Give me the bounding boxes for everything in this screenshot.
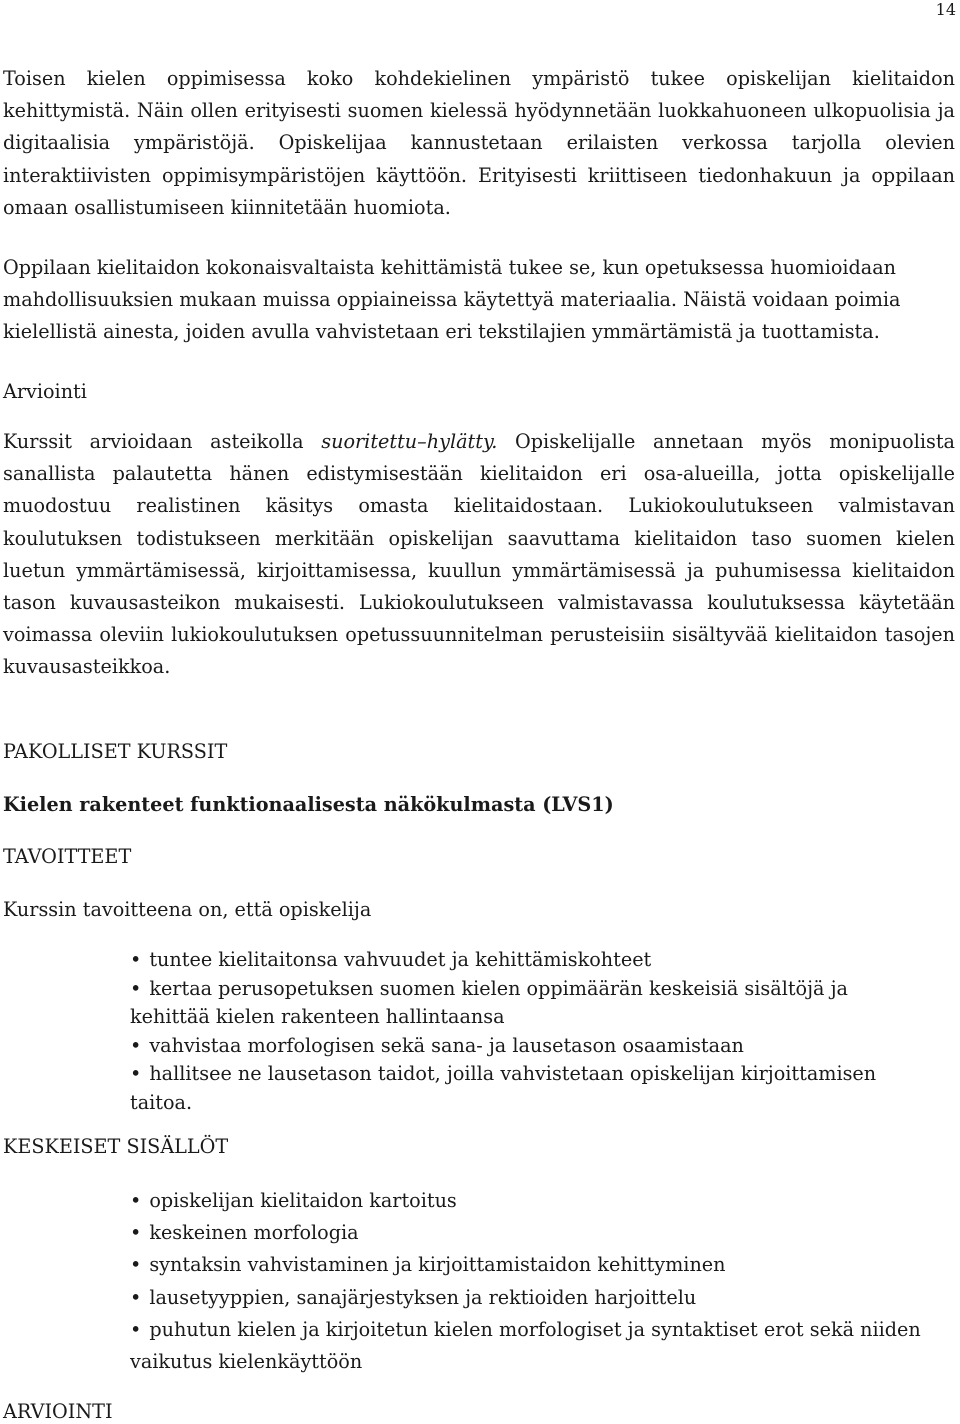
paragraph-assessment (3, 426, 955, 684)
list-item: • opiskelijan kielitaidon kartoitus (130, 1185, 930, 1217)
tavoitteet-list (130, 946, 930, 1117)
keskeiset-list (130, 1185, 930, 1378)
paragraph-learning-environment: Toisen kielen oppimisessa koko kohdekielinen ympäristö tukee opiskelijan kielitaidon kehittymistä. Näin ollen erityisesti suomen kielessä hyödynnetään luokkahuoneen ulkopuolisia ja digitaalisia ympäristöjä. Opiskelijaa kannustetaan erilaisten verkossa tarjolla olevien interaktiivisten oppimisympäristöjen käyttöön. Erityisesti kriittiseen tiedonhakuun ja oppilaan omaan osallistumiseen kiinnitetään huomiota. (3, 67, 955, 219)
tavoitteet-intro: Kurssin tavoitteena on, että opiskelija (3, 898, 372, 921)
heading-arviointi-caps: ARVIOINTI (3, 1400, 113, 1423)
heading-arviointi: Arviointi (3, 380, 87, 403)
list-item: • lausetyyppien, sanajärjestyksen ja rektioiden harjoittelu (130, 1282, 930, 1314)
paragraph-holistic-development: Oppilaan kielitaidon kokonaisvaltaista kehittämistä tukee se, kun opetuksessa huomioidaan mahdollisuuksien mukaan muissa oppiaineissa käytettyä materiaalia. Näistä voidaan poimia kielellistä ainesta, joiden avulla vahvistetaan eri tekstilajien ymmärtämistä ja tuottamista. (3, 256, 901, 344)
assessment-text-rest: Opiskelijalle annetaan myös monipuolista sanallista palautetta hänen edistymisestään kielitaidon eri osa-alueilla, jotta opiskelijalle muodostuu realistinen käsitys omasta kielitaidostaan. Lukiokoulutukseen valmistavan koulutuksen todistukseen merkitään opiskelijan saavuttama kielitaidon taso suomen kielen luetun ymmärtämisessä, kirjoittamisessa, kuullun ymmärtämisessä ja puhumisessa kielitaidon tason kuvausasteikon mukaisesti. Lukiokoulutukseen valmistavassa koulutuksessa käytetään voimassa oleviin lukiokoulutuksen opetussuunnitelman perusteisiin sisältyvää kielitaidon tasojen kuvausasteikkoa. (3, 430, 955, 679)
heading-tavoitteet: TAVOITTEET (3, 845, 132, 868)
list-item: • puhutun kielen ja kirjoitetun kielen morfologiset ja syntaktiset erot sekä niiden vaikutus kielenkäyttöön (130, 1314, 930, 1378)
list-item: • keskeinen morfologia (130, 1217, 930, 1249)
list-item: • hallitsee ne lausetason taidot, joilla vahvistetaan opiskelijan kirjoittamisen taitoa. (130, 1060, 930, 1117)
page-number: 14 (935, 0, 956, 19)
heading-keskeiset-sisallot: KESKEISET SISÄLLÖT (3, 1135, 229, 1158)
assessment-scale: suoritettu–hylätty. (321, 430, 498, 453)
list-item: • tuntee kielitaitonsa vahvuudet ja kehittämiskohteet (130, 946, 930, 975)
assessment-text-start: Kurssit arvioidaan asteikolla (3, 430, 322, 453)
course-title: Kielen rakenteet funktionaalisesta näkökulmasta (LVS1) (3, 793, 614, 816)
list-item: • syntaksin vahvistaminen ja kirjoittamistaidon kehittyminen (130, 1249, 930, 1281)
heading-pakolliset-kurssit: PAKOLLISET KURSSIT (3, 740, 228, 763)
list-item: • vahvistaa morfologisen sekä sana- ja lausetason osaamistaan (130, 1032, 930, 1061)
list-item: • kertaa perusopetuksen suomen kielen oppimäärän keskeisiä sisältöjä ja kehittää kielen rakenteen hallintaansa (130, 975, 930, 1032)
